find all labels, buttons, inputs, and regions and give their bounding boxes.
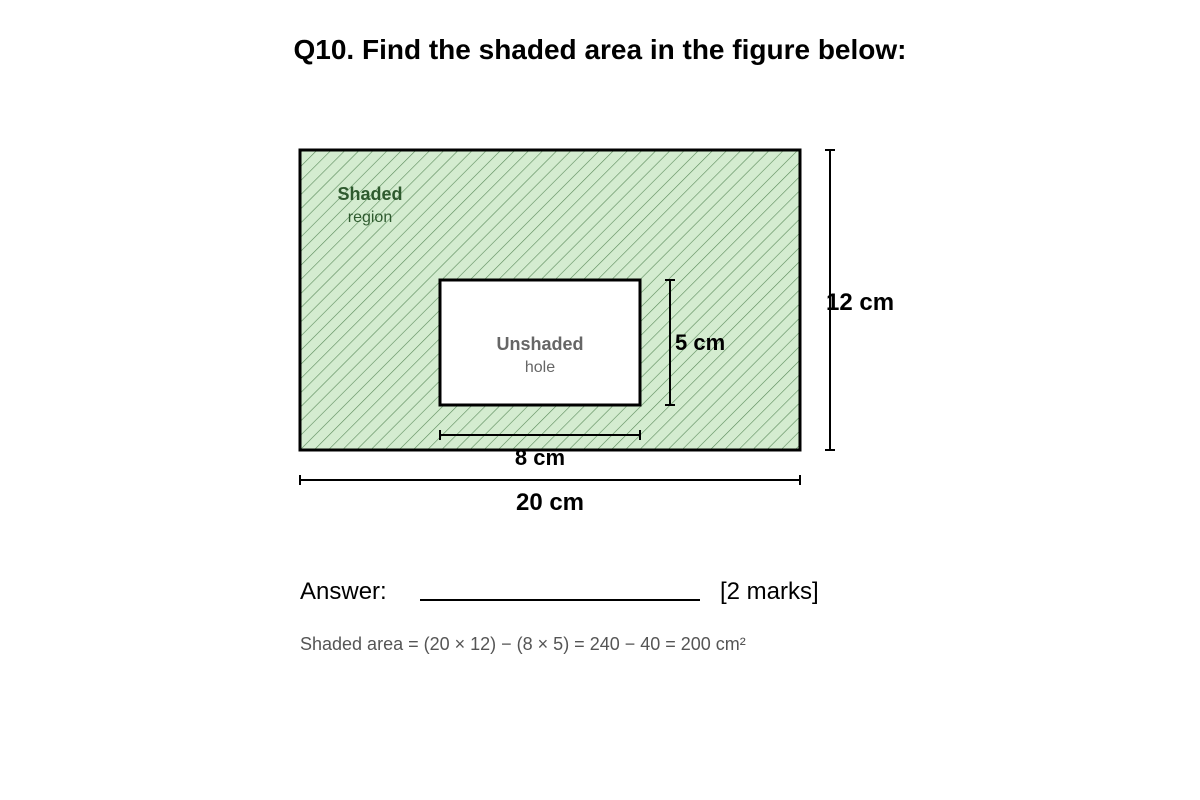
shaded-sublabel: region <box>347 209 393 226</box>
answer-input-line[interactable] <box>420 599 700 601</box>
inner-width-label: 8 cm <box>514 445 566 470</box>
working-solution: Shaded area = (20 × 12) − (8 × 5) = 240 − 40 = 200 cm² <box>300 634 746 654</box>
answer-label: Answer: <box>300 578 387 605</box>
shaded-label: Shaded <box>337 184 403 204</box>
hole-label: Unshaded <box>496 334 584 354</box>
outer-width-dimension <box>300 475 800 485</box>
question-title: Q10. Find the shaded area in the figure below: <box>293 34 907 65</box>
outer-width-label: 20 cm <box>515 489 585 516</box>
hole-sublabel: hole <box>524 359 556 376</box>
inner-height-label: 5 cm <box>675 330 726 355</box>
marks-label: [2 marks] <box>720 578 819 605</box>
outer-height-label: 12 cm <box>826 289 895 316</box>
